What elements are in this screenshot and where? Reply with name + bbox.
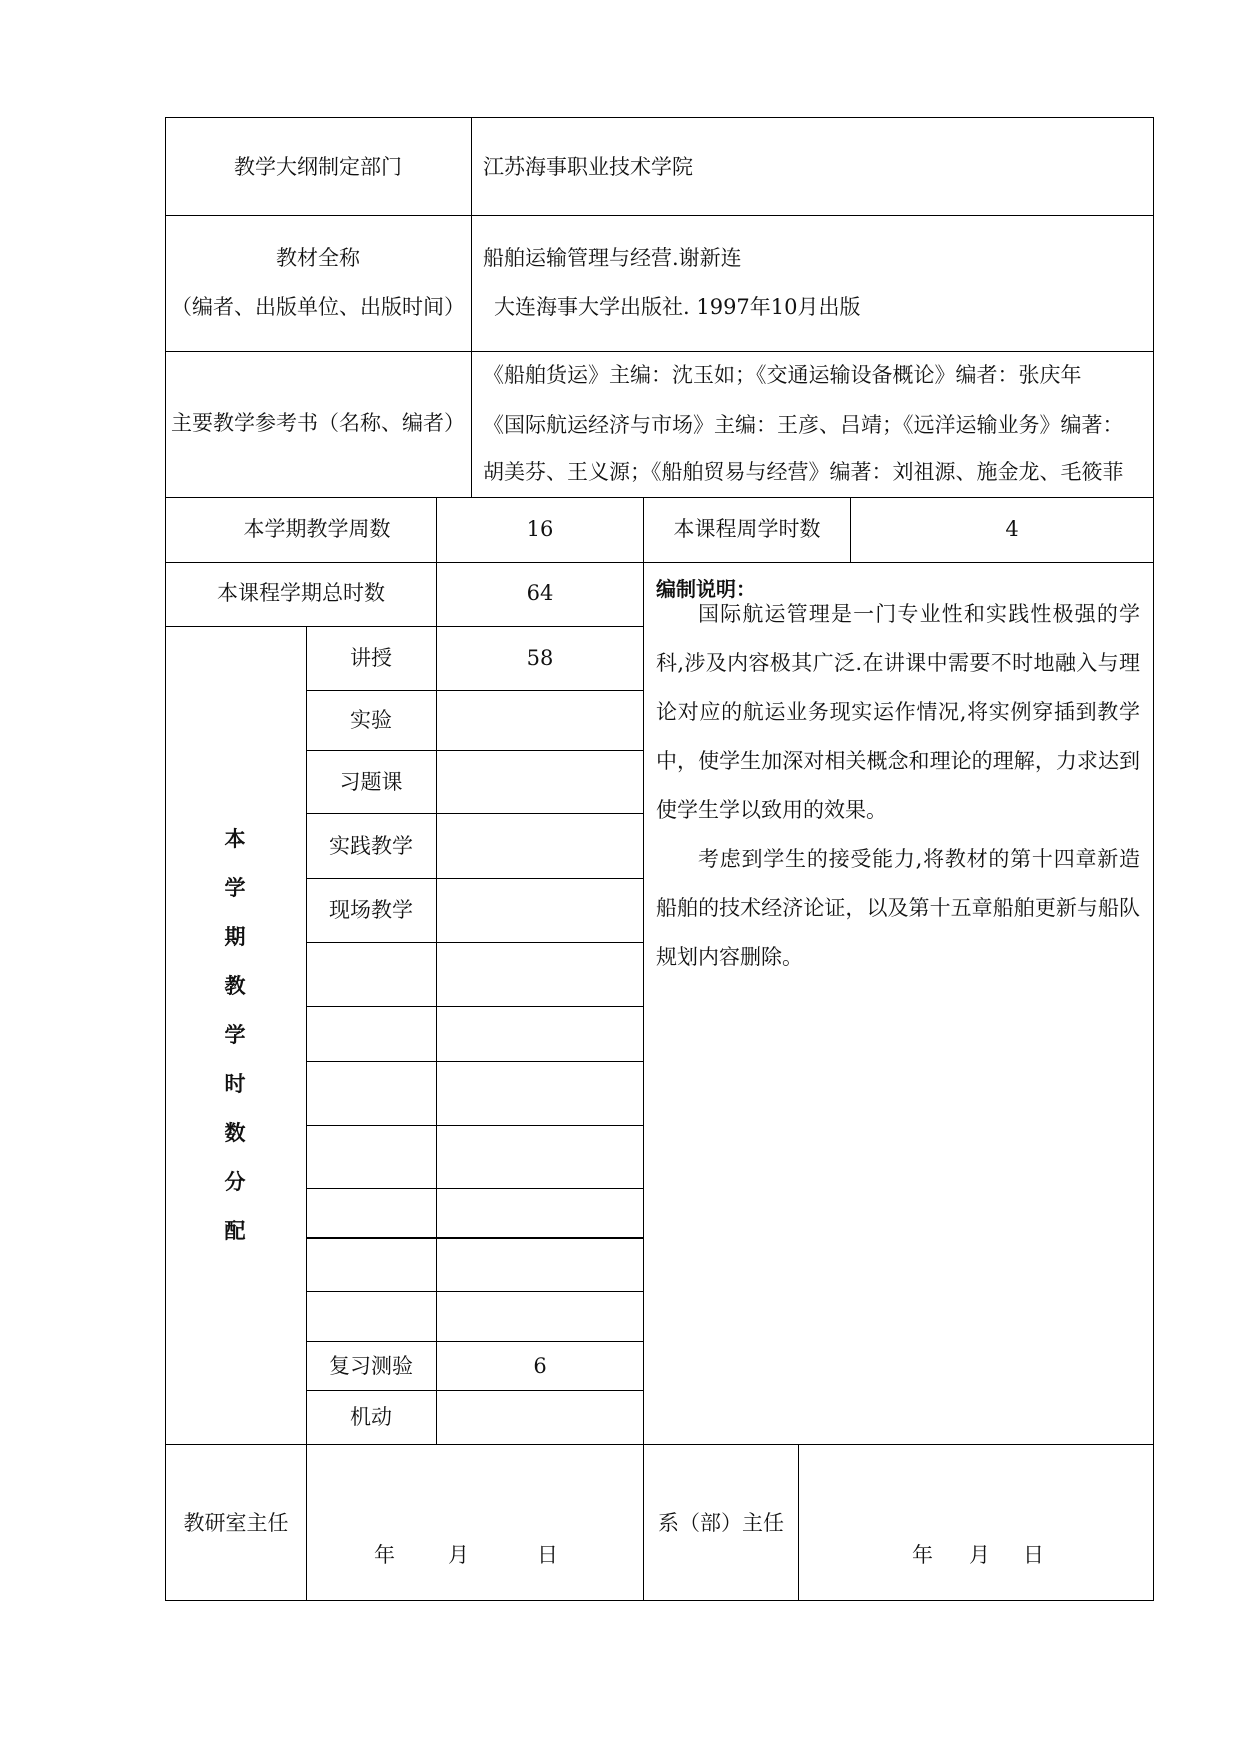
total-hours-value: 64	[526, 581, 554, 605]
distribution-vertical-label: 分	[224, 1170, 246, 1194]
table-rule	[306, 1341, 644, 1342]
distribution-vertical-label: 配	[224, 1219, 246, 1243]
date-month: 月	[969, 1543, 990, 1567]
table-rule	[306, 1125, 644, 1126]
dept-value: 江苏海事职业技术学院	[483, 155, 693, 179]
table-border-top	[165, 117, 1154, 118]
distribution-vertical-label: 学	[224, 876, 246, 900]
table-rule	[165, 215, 1154, 216]
distribution-vertical-label: 时	[224, 1072, 246, 1096]
table-rule	[306, 1390, 644, 1391]
weekly-hours-label: 本课程周学时数	[673, 517, 821, 541]
table-rule	[306, 626, 307, 1601]
table-rule	[306, 1188, 644, 1189]
weeks-value: 16	[526, 517, 554, 541]
distribution-row-value: 58	[526, 646, 554, 670]
distribution-row-label: 实验	[350, 708, 392, 732]
table-rule	[471, 117, 472, 498]
table-rule	[306, 690, 644, 691]
date-day: 日	[1023, 1543, 1044, 1567]
table-rule	[306, 1237, 644, 1239]
notes-paragraph: 国际航运管理是一门专业性和实践性极强的学科,涉及内容极其广泛.在讲课中需要不时地融入与理论对应的航运业务现实运作情况,将实例穿插到教学中，使学生加深对相关概念和理论的理解，力求达到使学生学以致用的效果。	[656, 602, 1140, 822]
notes-body	[656, 568, 1140, 982]
distribution-vertical-label: 期	[224, 925, 246, 949]
distribution-vertical-label: 本	[224, 827, 246, 851]
weeks-label: 本学期教学周数	[243, 517, 391, 541]
textbook-label-sub: （编者、出版单位、出版时间）	[171, 295, 465, 319]
table-rule	[165, 1444, 1154, 1445]
refs-label: 主要教学参考书（名称、编者）	[171, 411, 465, 435]
notes-paragraph: 考虑到学生的接受能力,将教材的第十四章新造船舶的技术经济论证，以及第十五章船舶更新与船队规划内容删除。	[656, 847, 1140, 969]
table-rule	[165, 562, 1154, 563]
distribution-row-label: 机动	[350, 1405, 392, 1429]
table-rule	[306, 878, 644, 879]
distribution-vertical-label: 学	[224, 1023, 246, 1047]
date-year: 年	[912, 1543, 933, 1567]
refs-line: 《国际航运经济与市场》主编：王彦、吕靖；《远洋运输业务》编著：	[483, 413, 1124, 437]
table-rule	[798, 1444, 799, 1601]
office-director-label: 教研室主任	[183, 1511, 289, 1535]
date-day: 日	[537, 1543, 558, 1567]
refs-line: 《船舶货运》主编：沈玉如；《交通运输设备概论》编者：张庆年	[483, 363, 1082, 387]
table-rule	[850, 497, 851, 563]
table-rule	[643, 497, 644, 1601]
distribution-row-label: 复习测验	[329, 1354, 413, 1378]
table-rule	[306, 942, 644, 943]
table-rule	[306, 750, 644, 751]
distribution-row-label: 习题课	[339, 770, 403, 794]
total-hours-label: 本课程学期总时数	[217, 581, 385, 605]
notes-title: 编制说明：	[656, 577, 756, 601]
distribution-row-label: 现场教学	[329, 898, 413, 922]
textbook-publisher: 大连海事大学出版社. 1997年10月出版	[494, 295, 861, 319]
dept-label: 教学大纲制定部门	[234, 155, 402, 179]
table-rule	[436, 497, 437, 1444]
table-rule	[165, 497, 1154, 498]
date-year: 年	[374, 1543, 395, 1567]
distribution-row-label: 实践教学	[329, 834, 413, 858]
table-rule	[306, 813, 644, 814]
table-border-left	[165, 117, 166, 1601]
dept-director-label: 系（部）主任	[658, 1511, 784, 1535]
table-border-bottom	[165, 1600, 1154, 1601]
distribution-row-value: 6	[533, 1354, 547, 1378]
table-rule	[165, 351, 1154, 352]
textbook-title: 船舶运输管理与经营.谢新连	[483, 246, 742, 270]
textbook-label: 教材全称	[276, 246, 360, 270]
date-month: 月	[448, 1543, 469, 1567]
table-rule	[306, 1291, 644, 1292]
refs-line: 胡美芬、王义源；《船舶贸易与经营》编著：刘祖源、施金龙、毛筱菲	[483, 460, 1124, 484]
table-rule	[165, 626, 644, 627]
distribution-vertical-label: 教	[224, 974, 246, 998]
distribution-row-label: 讲授	[350, 646, 392, 670]
distribution-vertical-label: 数	[224, 1121, 246, 1145]
weekly-hours-value: 4	[1005, 517, 1019, 541]
table-rule	[306, 1006, 644, 1007]
table-rule	[306, 1061, 644, 1062]
table-border-right	[1153, 117, 1154, 1601]
